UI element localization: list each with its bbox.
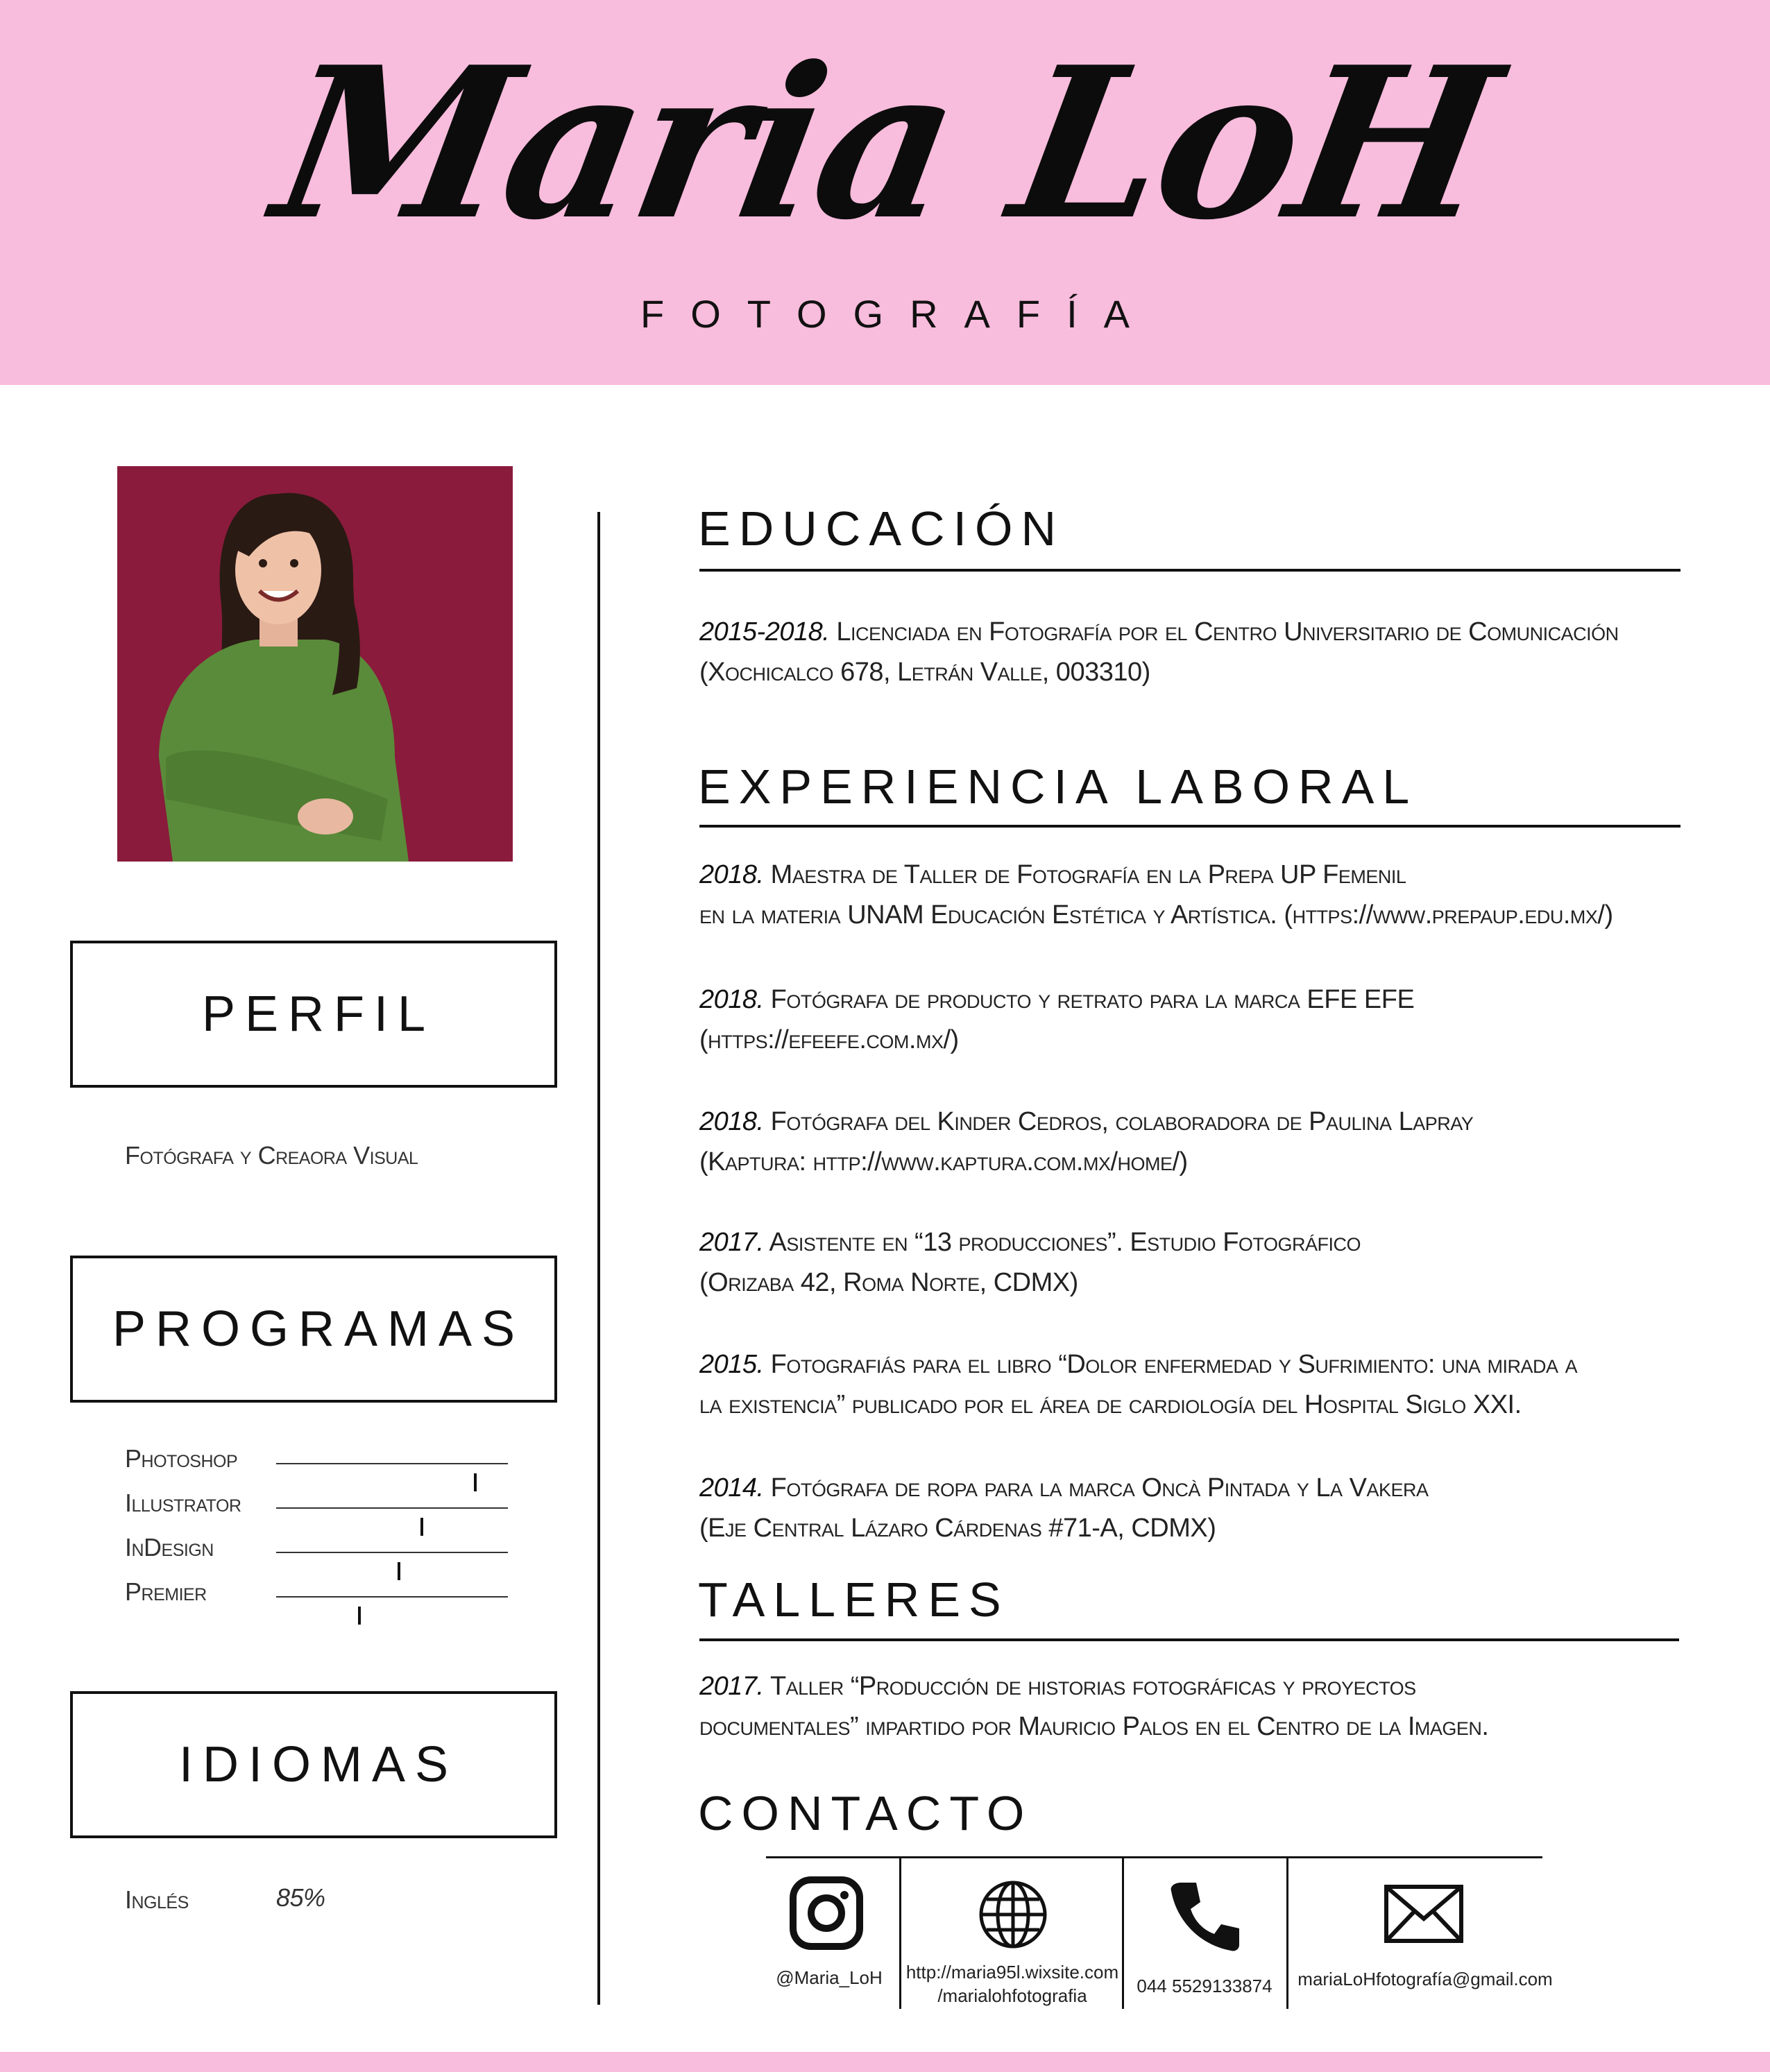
profile-photo — [117, 466, 513, 862]
skill-track — [276, 1552, 508, 1553]
entry-line2: la existencia” publicado por el área de cardiología del Hospital Siglo XXI. — [699, 1390, 1522, 1419]
educacion-rule — [699, 569, 1680, 572]
skill-row — [125, 1489, 513, 1523]
skill-track — [276, 1463, 508, 1464]
entry-year: 2014. — [699, 1473, 764, 1502]
entry-line1: Fotógrafa del Kinder Cedros, colaboradora de Paulina Lapray — [763, 1107, 1474, 1136]
skill-track — [276, 1507, 508, 1509]
language-level: 85% — [276, 1883, 325, 1912]
contact-line2[interactable]: /marialohfotografia — [937, 1985, 1087, 2006]
entry-year: 2015-2018. — [699, 617, 830, 647]
entry-year: 2018. — [699, 985, 764, 1014]
entry-line1: Fotógrafa de producto y retrato para la marca EFE EFE — [763, 985, 1415, 1014]
programas-heading: PROGRAMAS — [112, 1301, 525, 1357]
entry-line1: Maestra de Taller de Fotografía en la Prepa UP Femenil — [763, 860, 1406, 889]
entry-line1: Fotógrafa de ropa para la marca Oncà Pintada y La Vakera — [763, 1473, 1429, 1502]
skill-level-marker — [358, 1607, 361, 1625]
entry-line1: Fotografiás para el libro “Dolor enfermedad y Sufrimiento: una mirada a — [763, 1350, 1578, 1379]
experiencia-rule — [699, 825, 1680, 828]
contact-website[interactable] — [904, 1960, 1121, 2007]
entry-line1: Asistente en “13 producciones”. Estudio Fotográfico — [763, 1228, 1361, 1257]
perfil-heading: PERFIL — [201, 986, 436, 1042]
experiencia-entry — [699, 855, 1685, 935]
talleres-rule — [699, 1638, 1679, 1641]
entry-year: 2015. — [699, 1350, 764, 1379]
entry-year: 2017. — [699, 1672, 764, 1701]
entry-year: 2018. — [699, 1107, 764, 1136]
entry-line2: (https://efeefe.com.mx/) — [699, 1025, 959, 1054]
contact-line1[interactable]: http://maria95l.wixsite.com — [905, 1962, 1119, 1983]
experiencia-entry — [699, 1102, 1685, 1182]
entry-line2: en la materia UNAM Educación Estética y Artística. (https://www.prepaup.edu.mx/) — [699, 900, 1613, 930]
skill-label: Illustrator — [125, 1489, 241, 1517]
contact-phone[interactable] — [1125, 1974, 1284, 1998]
entry-line2: (Orizaba 42, Roma Norte, CDMX) — [699, 1268, 1078, 1297]
contact-line1[interactable]: 044 5529133874 — [1137, 1976, 1273, 1996]
contacto-rule — [766, 1856, 1542, 1858]
skill-row — [125, 1577, 513, 1612]
contact-line1[interactable]: mariaLoHfotografía@gmail.com — [1297, 1969, 1553, 1989]
perfil-text: Fotógrafa y Creaora Visual — [125, 1141, 418, 1170]
contact-divider — [1122, 1858, 1124, 2009]
skill-label: InDesign — [125, 1533, 214, 1561]
instagram-icon[interactable] — [789, 1876, 864, 1951]
contact-instagram[interactable] — [763, 1966, 895, 1989]
talleres-entry — [699, 1666, 1685, 1747]
educacion-entry — [699, 612, 1685, 692]
experiencia-heading: EXPERIENCIA LABORAL — [698, 760, 1418, 814]
globe-icon[interactable] — [977, 1878, 1049, 1951]
idiomas-heading: IDIOMAS — [178, 1737, 459, 1792]
contact-divider — [1286, 1858, 1288, 2009]
entry-line2: (Xochicalco 678, Letrán Valle, 003310) — [699, 658, 1150, 687]
mail-icon[interactable] — [1384, 1884, 1464, 1944]
column-divider — [597, 512, 600, 2005]
idiomas-heading-box — [70, 1691, 557, 1838]
programas-heading-box — [70, 1256, 557, 1403]
skill-track — [276, 1596, 508, 1598]
logo-name: Maria LoH — [260, 21, 1510, 266]
entry-year: 2018. — [699, 860, 764, 889]
perfil-heading-box — [70, 941, 557, 1088]
entry-year: 2017. — [699, 1228, 764, 1257]
talleres-heading: TALLERES — [698, 1573, 1010, 1627]
experiencia-entry — [699, 1468, 1685, 1548]
educacion-heading: EDUCACIÓN — [698, 502, 1065, 556]
footer-band — [0, 2052, 1770, 2072]
logo-subtitle: FOTOGRAFÍA — [640, 292, 1156, 336]
entry-line1: Licenciada en Fotografía por el Centro Universitario de Comunicación — [829, 617, 1619, 647]
entry-line2: documentales” impartido por Mauricio Palos en el Centro de la Imagen. — [699, 1712, 1489, 1741]
entry-line1: Taller “Producción de historias fotográficas y proyectos — [763, 1672, 1416, 1701]
portrait-illustration — [117, 466, 513, 862]
contact-divider — [899, 1858, 901, 2009]
language-label: Inglés — [125, 1885, 189, 1914]
entry-line2: (Eje Central Lázaro Cárdenas #71-A, CDMX) — [699, 1514, 1216, 1543]
contact-line1[interactable]: @Maria_LoH — [776, 1967, 883, 1988]
skill-label: Photoshop — [125, 1444, 238, 1473]
contact-email[interactable] — [1292, 1967, 1558, 1991]
experiencia-entry — [699, 979, 1685, 1060]
entry-line2: (Kaptura: http://www.kaptura.com.mx/home/) — [699, 1147, 1188, 1176]
skill-row — [125, 1533, 513, 1568]
phone-icon[interactable] — [1167, 1878, 1243, 1955]
experiencia-entry — [699, 1344, 1685, 1425]
skill-label: Premier — [125, 1577, 207, 1606]
contacto-heading: CONTACTO — [698, 1786, 1033, 1840]
skill-row — [125, 1444, 513, 1479]
header-banner — [0, 0, 1770, 385]
experiencia-entry — [699, 1222, 1685, 1303]
